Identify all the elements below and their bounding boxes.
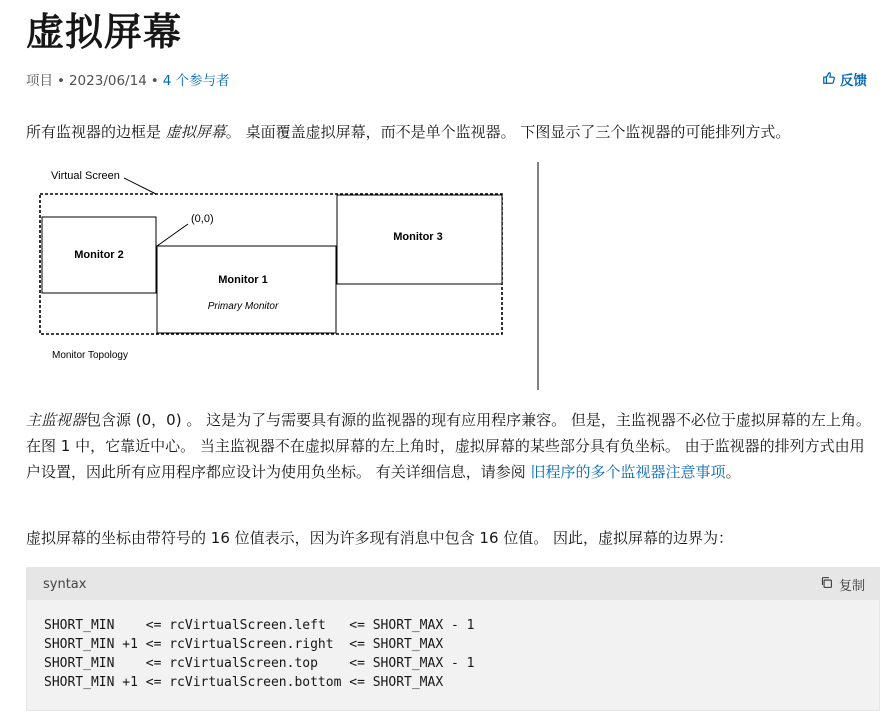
primary-monitor-text-end: 。 [725,463,741,481]
primary-monitor-text: 包含源 (0，0) 。 这是为了与需要具有源的监视器的现有应用程序兼容。 但是，主监视器不必位于虚拟屏幕的左上角。 在图 1 中，它靠近中心。 当主监视器不在虚拟屏幕的左上角时，虚拟屏幕的某些部分具有负坐标。 由于监视器的排列方式由用户设置，因此所有应用程序都应设计为使用负坐标。 有关详细信息，请参阅 [26,411,871,481]
page-title: 虚拟屏幕 [26,10,183,54]
monitor-2-label: Monitor 2 [74,249,124,261]
monitor-1-sublabel: Primary Monitor [207,301,279,312]
primary-monitor-paragraph [26,407,876,485]
feedback-button[interactable] [822,71,867,91]
monitor-topology-diagram [26,160,546,392]
article-meta [26,71,230,91]
feedback-label: 反馈 [840,73,867,89]
copy-icon [820,576,833,593]
copy-button[interactable] [820,575,865,594]
monitor-3-label: Monitor 3 [393,231,443,243]
monitor-1-label: Monitor 1 [218,274,268,286]
intro-paragraph [26,119,876,145]
meta-separator: • [57,73,65,89]
thumbs-up-icon [822,71,836,91]
monitor-1-box [157,246,336,333]
meta-separator: • [150,73,159,89]
copy-label: 复制 [838,578,865,594]
intro-emphasis: 虚拟屏幕 [165,123,226,141]
code-header [27,568,879,600]
meta-item-type: 项目 [26,73,53,89]
code-content[interactable]: SHORT_MIN <= rcVirtualScreen.left <= SHORT_MAX - 1 SHORT_MIN +1 <= rcVirtualScreen.right <= SHORT_MAX SHORT_MIN <= rcVirtualScreen.top <= SHORT_MAX - 1 SHORT_MIN +1 <= rcVirtualScreen.bottom <= SHORT_MAX [44,618,475,690]
multi-monitor-considerations-link[interactable]: 旧程序的多个监视器注意事项 [530,463,726,481]
contributors-link[interactable]: 4 个参与者 [162,73,230,89]
code-language-label: syntax [43,576,87,592]
intro-text-a: 所有监视器的边框是 [26,123,166,141]
meta-date: 2023/06/14 [68,73,147,89]
topology-label: Monitor Topology [52,350,128,361]
intro-text-b: 。 桌面覆盖虚拟屏幕，而不是单个监视器。 下图显示了三个监视器的可能排列方式。 [225,123,791,141]
coordinates-paragraph: 虚拟屏幕的坐标由带符号的 16 位值表示，因为许多现有消息中包含 16 位值。 因此，虚拟屏幕的边界为： [26,529,734,547]
code-block [26,567,880,711]
origin-label: (0,0) [191,213,214,225]
primary-monitor-emphasis: 主监视器 [26,411,87,429]
virtual-screen-label: Virtual Screen [51,170,120,182]
